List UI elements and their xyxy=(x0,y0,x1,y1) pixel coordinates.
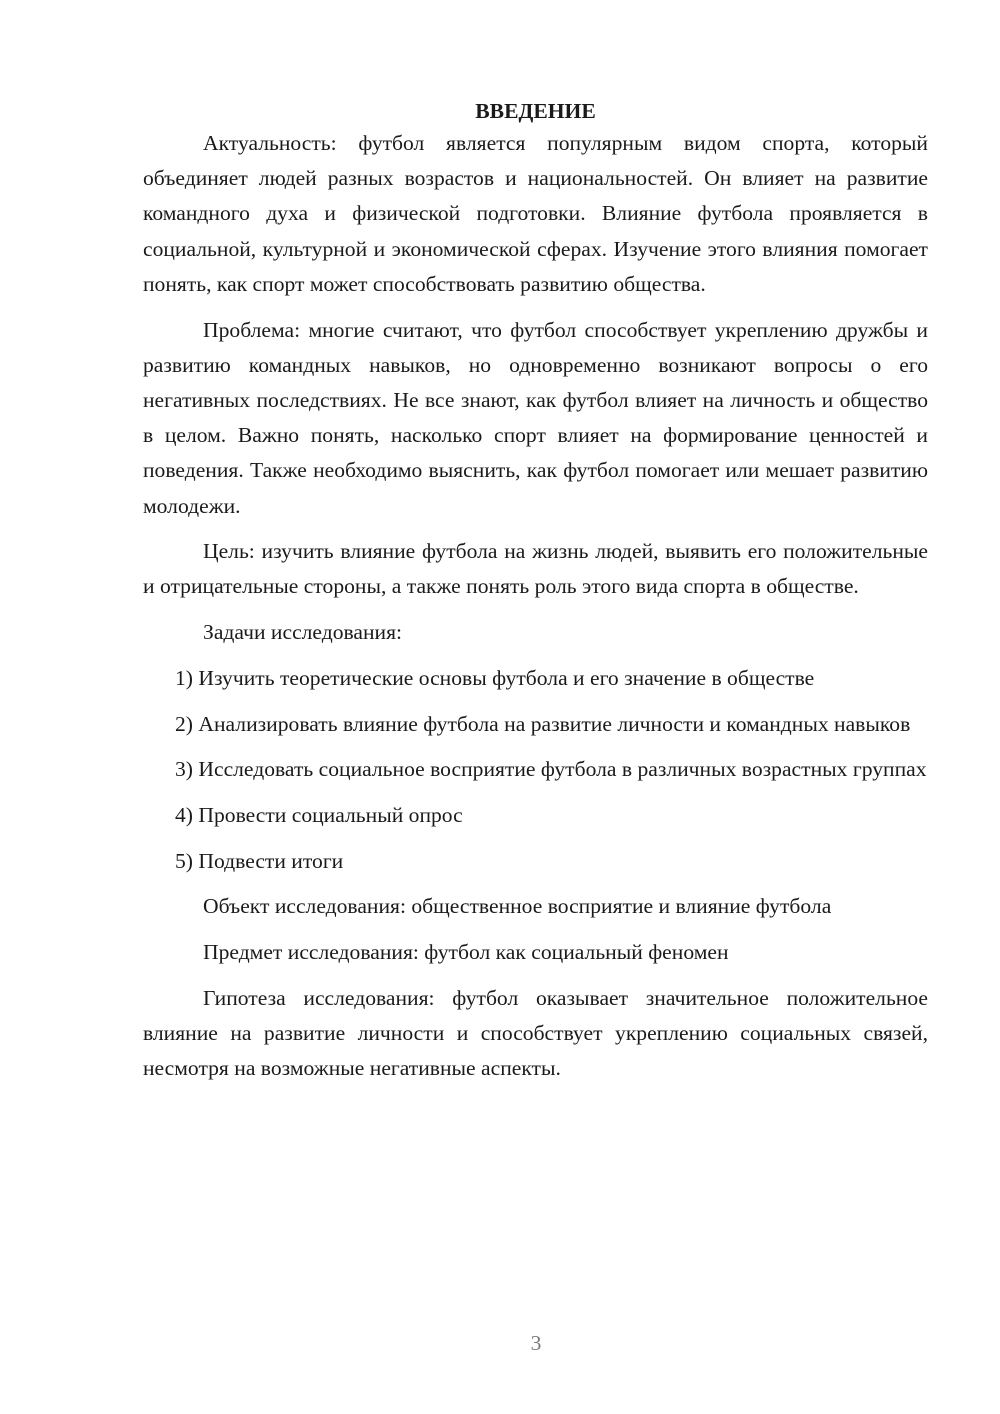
paragraph-object: Объект исследования: общественное восприятие и влияние футбола xyxy=(203,894,832,919)
paragraph-goal: Цель: изучить влияние футбола на жизнь людей, выявить его положительные и отрицательные стороны, а также понять роль этого вида спорта в обществе. xyxy=(143,539,928,599)
paragraph-problem: Проблема: многие считают, что футбол способствует укреплению дружбы и развитию командных навыков, но одновременно возникают вопросы о его негативных последствиях. Не все знают, как футбол влияет на личность и общество в целом. Важно понять, насколько спорт влияет на формирование ценностей и поведения. Также необходимо выяснить, как футбол помогает или мешает развитию молодежи. xyxy=(143,317,928,518)
page-content xyxy=(143,96,928,1086)
paragraph-hypothesis: Гипотеза исследования: футбол оказывает значительное положительное влияние на развитие личности и способствует укреплению социальных связей, несмотря на возможные негативные аспекты. xyxy=(143,985,928,1081)
page-number: 3 xyxy=(530,1331,542,1355)
task-item-1: 1) Изучить теоретические основы футбола и его значение в обществе xyxy=(175,665,815,690)
tasks-heading: Задачи исследования: xyxy=(203,620,403,645)
task-item-3: 3) Исследовать социальное восприятие футбола в различных возрастных группах xyxy=(175,757,927,782)
section-title: ВВЕДЕНИЕ xyxy=(475,99,596,123)
paragraph-subject: Предмет исследования: футбол как социальный феномен xyxy=(203,940,729,965)
task-item-4: 4) Провести социальный опрос xyxy=(175,802,463,827)
task-item-5: 5) Подвести итоги xyxy=(175,848,344,873)
paragraph-relevance: Актуальность: футбол является популярным видом спорта, который объединяет людей разных возрастов и национальностей. Он влияет на развитие командного духа и физической подготовки. Влияние футбола проявляется в социальной, культурной и экономической сферах. Изучение этого влияния помогает понять, как спорт может способствовать развитию общества. xyxy=(143,131,928,296)
task-item-2: 2) Анализировать влияние футбола на развитие личности и командных навыков xyxy=(175,711,911,736)
